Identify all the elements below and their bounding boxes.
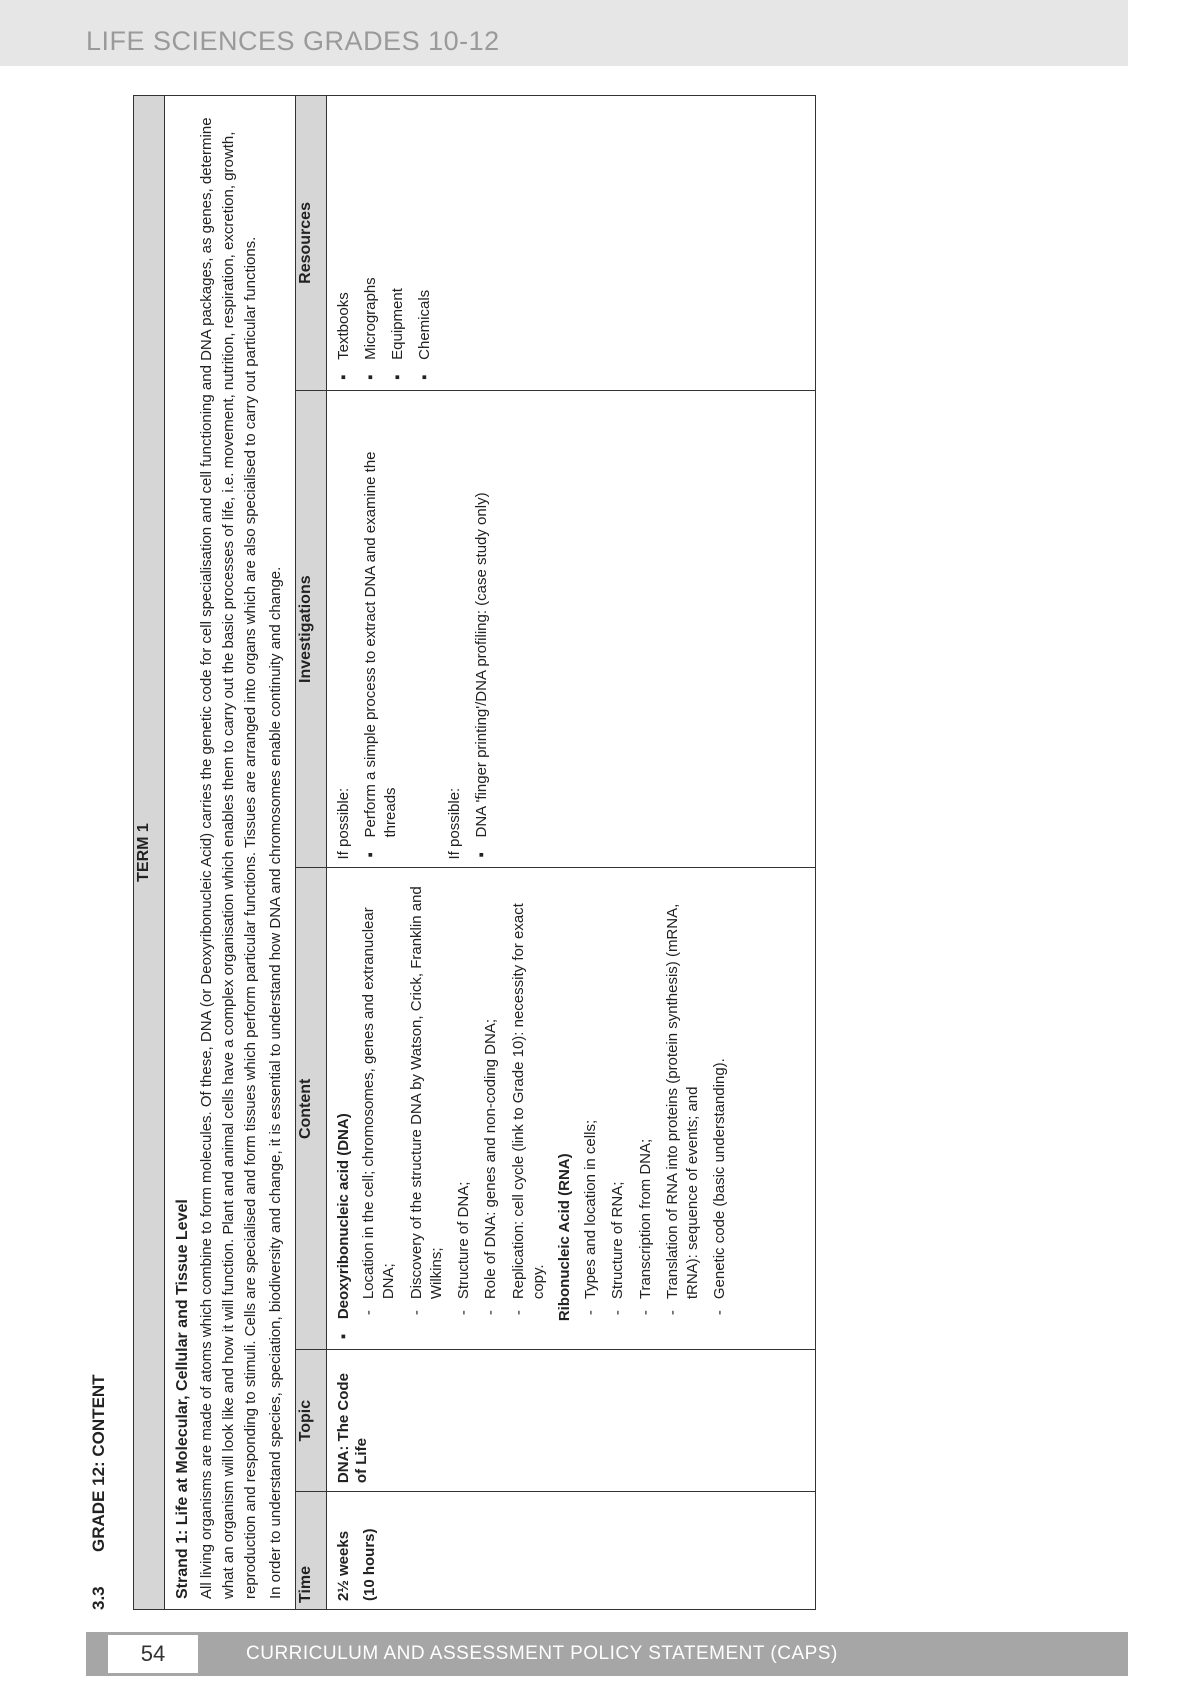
- resources-cell: [327, 96, 816, 391]
- rotated-page-content: [89, 80, 909, 1610]
- column-header-resources: Resources: [296, 96, 327, 391]
- page-number: 54: [108, 1635, 198, 1673]
- time-cell: [327, 1492, 816, 1610]
- list-item: - Genetic code (basic understanding).: [710, 876, 730, 1341]
- investigation-item: ▪ Perform a simple process to extract DNA and examine the threads: [361, 399, 402, 860]
- list-item: - Types and location in cells;: [581, 876, 601, 1341]
- list-item: - Structure of RNA;: [608, 876, 628, 1341]
- topic-cell: [327, 1350, 816, 1492]
- resource-item: ▪ Micrographs: [362, 104, 380, 382]
- list-item: - Structure of DNA;: [454, 876, 474, 1341]
- list-item: - Transcription from DNA;: [636, 876, 656, 1341]
- term-header: TERM 1: [134, 96, 165, 1610]
- section-heading: [89, 1374, 109, 1610]
- content-cell: [327, 868, 816, 1350]
- rna-heading: Ribonucleic Acid (RNA): [556, 1153, 574, 1322]
- list-item: - Translation of RNA into proteins (protein synthesis) (mRNA, tRNA): sequence of events; and: [663, 876, 704, 1341]
- time-hours: (10 hours): [361, 1528, 379, 1601]
- resource-item: ▪ Equipment: [389, 104, 407, 382]
- strand-paragraph-1: All living organisms are made of atoms which combine to form molecules. Of these, DNA (or Deoxyribonucleic Acid) carries the genetic code for cell specialisation and cell functioning and DNA packages, as genes, determine what an organism will look like and how it will function. Plant and animal cells have a complex organisation which enables them to carry out the basic processes of life, i.e. movement, nutrition, respiration, excretion, growth, reproduction and responding to stimuli. Cells are specialised and form tissues which perform particular functions. Tissues are arranged into organs which are also specialised to carry out particular functions.: [198, 117, 259, 1599]
- resource-item: ▪ Textbooks: [335, 104, 353, 382]
- column-header-investigations: Investigations: [296, 390, 327, 868]
- list-item: - Discovery of the structure DNA by Watson, Crick, Franklin and Wilkins;: [407, 876, 448, 1341]
- list-item: - Location in the cell; chromosomes, genes and extranuclear DNA;: [359, 876, 400, 1341]
- column-header-topic: Topic: [296, 1350, 327, 1492]
- section-title: GRADE 12: CONTENT: [89, 1374, 108, 1552]
- if-possible-label: If possible:: [335, 787, 353, 860]
- column-header-time: Time: [296, 1492, 327, 1610]
- strand-cell: [165, 96, 296, 1610]
- resource-item: ▪ Chemicals: [416, 104, 434, 382]
- if-possible-label: If possible:: [445, 787, 463, 860]
- list-item: - Role of DNA: genes and non-coding DNA;: [481, 876, 501, 1341]
- table-row: [327, 96, 816, 1610]
- investigations-cell: [327, 390, 816, 868]
- strand-paragraph-2: In order to understand species, speciation, biodiversity and change, it is essential to understand how DNA and chromosomes enable continuity and change.: [267, 566, 285, 1599]
- time-duration: 2½ weeks: [335, 1530, 353, 1601]
- column-header-content: Content: [296, 868, 327, 1350]
- dna-heading: ▪ Deoxyribonucleic acid (DNA): [335, 876, 353, 1341]
- footer-title: CURRICULUM AND ASSESSMENT POLICY STATEMENT (CAPS): [246, 1643, 838, 1664]
- strand-title: Strand 1: Life at Molecular, Cellular and Tissue Level: [174, 1199, 191, 1599]
- list-item: - Replication: cell cycle (link to Grade 10): necessity for exact copy.: [509, 876, 550, 1341]
- curriculum-table: [133, 95, 816, 1610]
- topic-name: DNA: The Code of Life: [335, 1373, 371, 1484]
- running-header-title: LIFE SCIENCES GRADES 10-12: [86, 26, 500, 56]
- investigation-item: ▪ DNA 'finger printing'/DNA profiling: (case study only): [472, 399, 492, 860]
- section-number: 3.3: [89, 1586, 108, 1610]
